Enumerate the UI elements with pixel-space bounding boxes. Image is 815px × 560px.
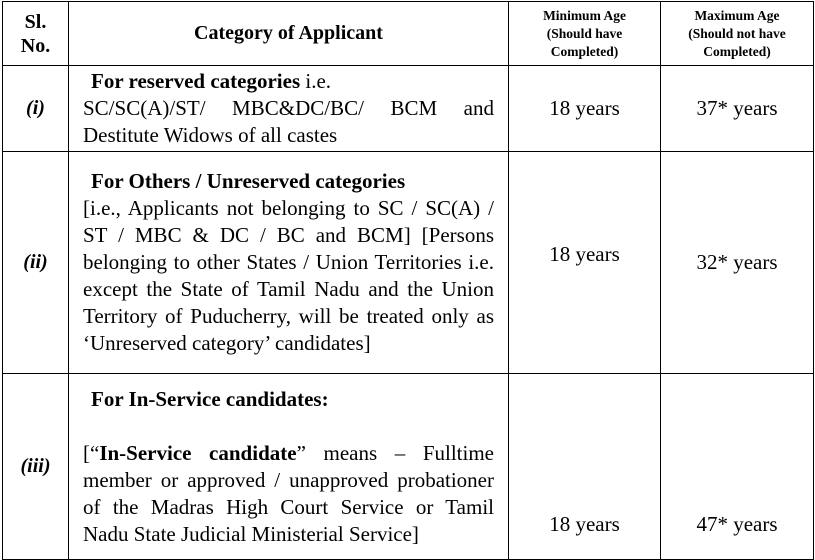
header-max-age-line2: (Should not have (688, 25, 786, 41)
row-serial-number: (ii) (3, 152, 69, 374)
row-category-heading: For Others / Unreserved categories (91, 169, 406, 193)
age-limit-table-container (2, 1, 813, 557)
header-max-age-line1: Maximum Age (694, 7, 780, 23)
table-row-unreserved (3, 152, 814, 374)
table-row-in-service (3, 374, 814, 560)
table-row-reserved (3, 66, 814, 152)
row-category-lead (83, 69, 331, 93)
row-maximum-age: 37* years (661, 66, 814, 152)
header-min-age-line1: Minimum Age (543, 7, 626, 23)
row-serial-number: (i) (3, 66, 69, 152)
row-category-heading-suffix: i.e. (300, 69, 332, 93)
row-category-body: [i.e., Applicants not belonging to SC / SC(A) / ST / MBC & DC / BC and BCM] [Persons belonging to other States / Union Territories i.e. except the State of Tamil Nadu and the Union Territory of Puducherry, will be treated only as ‘Unreserved category’ candidates] (83, 196, 494, 355)
row-minimum-age: 18 years (509, 374, 661, 560)
header-max-age-line3: Completed) (703, 43, 771, 59)
row-category-heading: For reserved categories (91, 69, 301, 93)
row-category-description (69, 374, 509, 560)
header-maximum-age (661, 2, 814, 66)
row-minimum-age: 18 years (509, 66, 661, 152)
row-category-description (69, 66, 509, 152)
row-category-body: SC/SC(A)/ST/ MBC&DC/BC/ BCM and Destitute Widows of all castes (83, 96, 494, 147)
row-category-description (69, 152, 509, 374)
age-limit-table (2, 1, 814, 560)
header-minimum-age (509, 2, 661, 66)
row-minimum-age: 18 years (509, 152, 661, 374)
row-category-body-term: In-Service candidate (99, 440, 297, 465)
header-min-age-line3: Completed) (550, 43, 619, 59)
header-min-age-line2: (Should have (546, 25, 623, 41)
row-category-body-open: [“ (83, 440, 100, 465)
header-category: Category of Applicant (69, 2, 509, 66)
header-serial-number (3, 2, 69, 66)
row-serial-number: (iii) (3, 374, 69, 560)
paragraph-spacer (83, 413, 494, 440)
row-maximum-age: 47* years (661, 374, 814, 560)
table-header-row (3, 2, 814, 66)
header-slno-line2: No. (20, 34, 51, 57)
row-category-body: ” means – Fulltime member or approved / unapproved probationer of the Madras High Court Service or Tamil Nadu State Judicial Ministerial Service] (83, 440, 494, 546)
header-slno-line1: Sl. (24, 10, 47, 33)
row-maximum-age: 32* years (661, 152, 814, 374)
row-category-heading: For In-Service candidates: (91, 386, 329, 411)
